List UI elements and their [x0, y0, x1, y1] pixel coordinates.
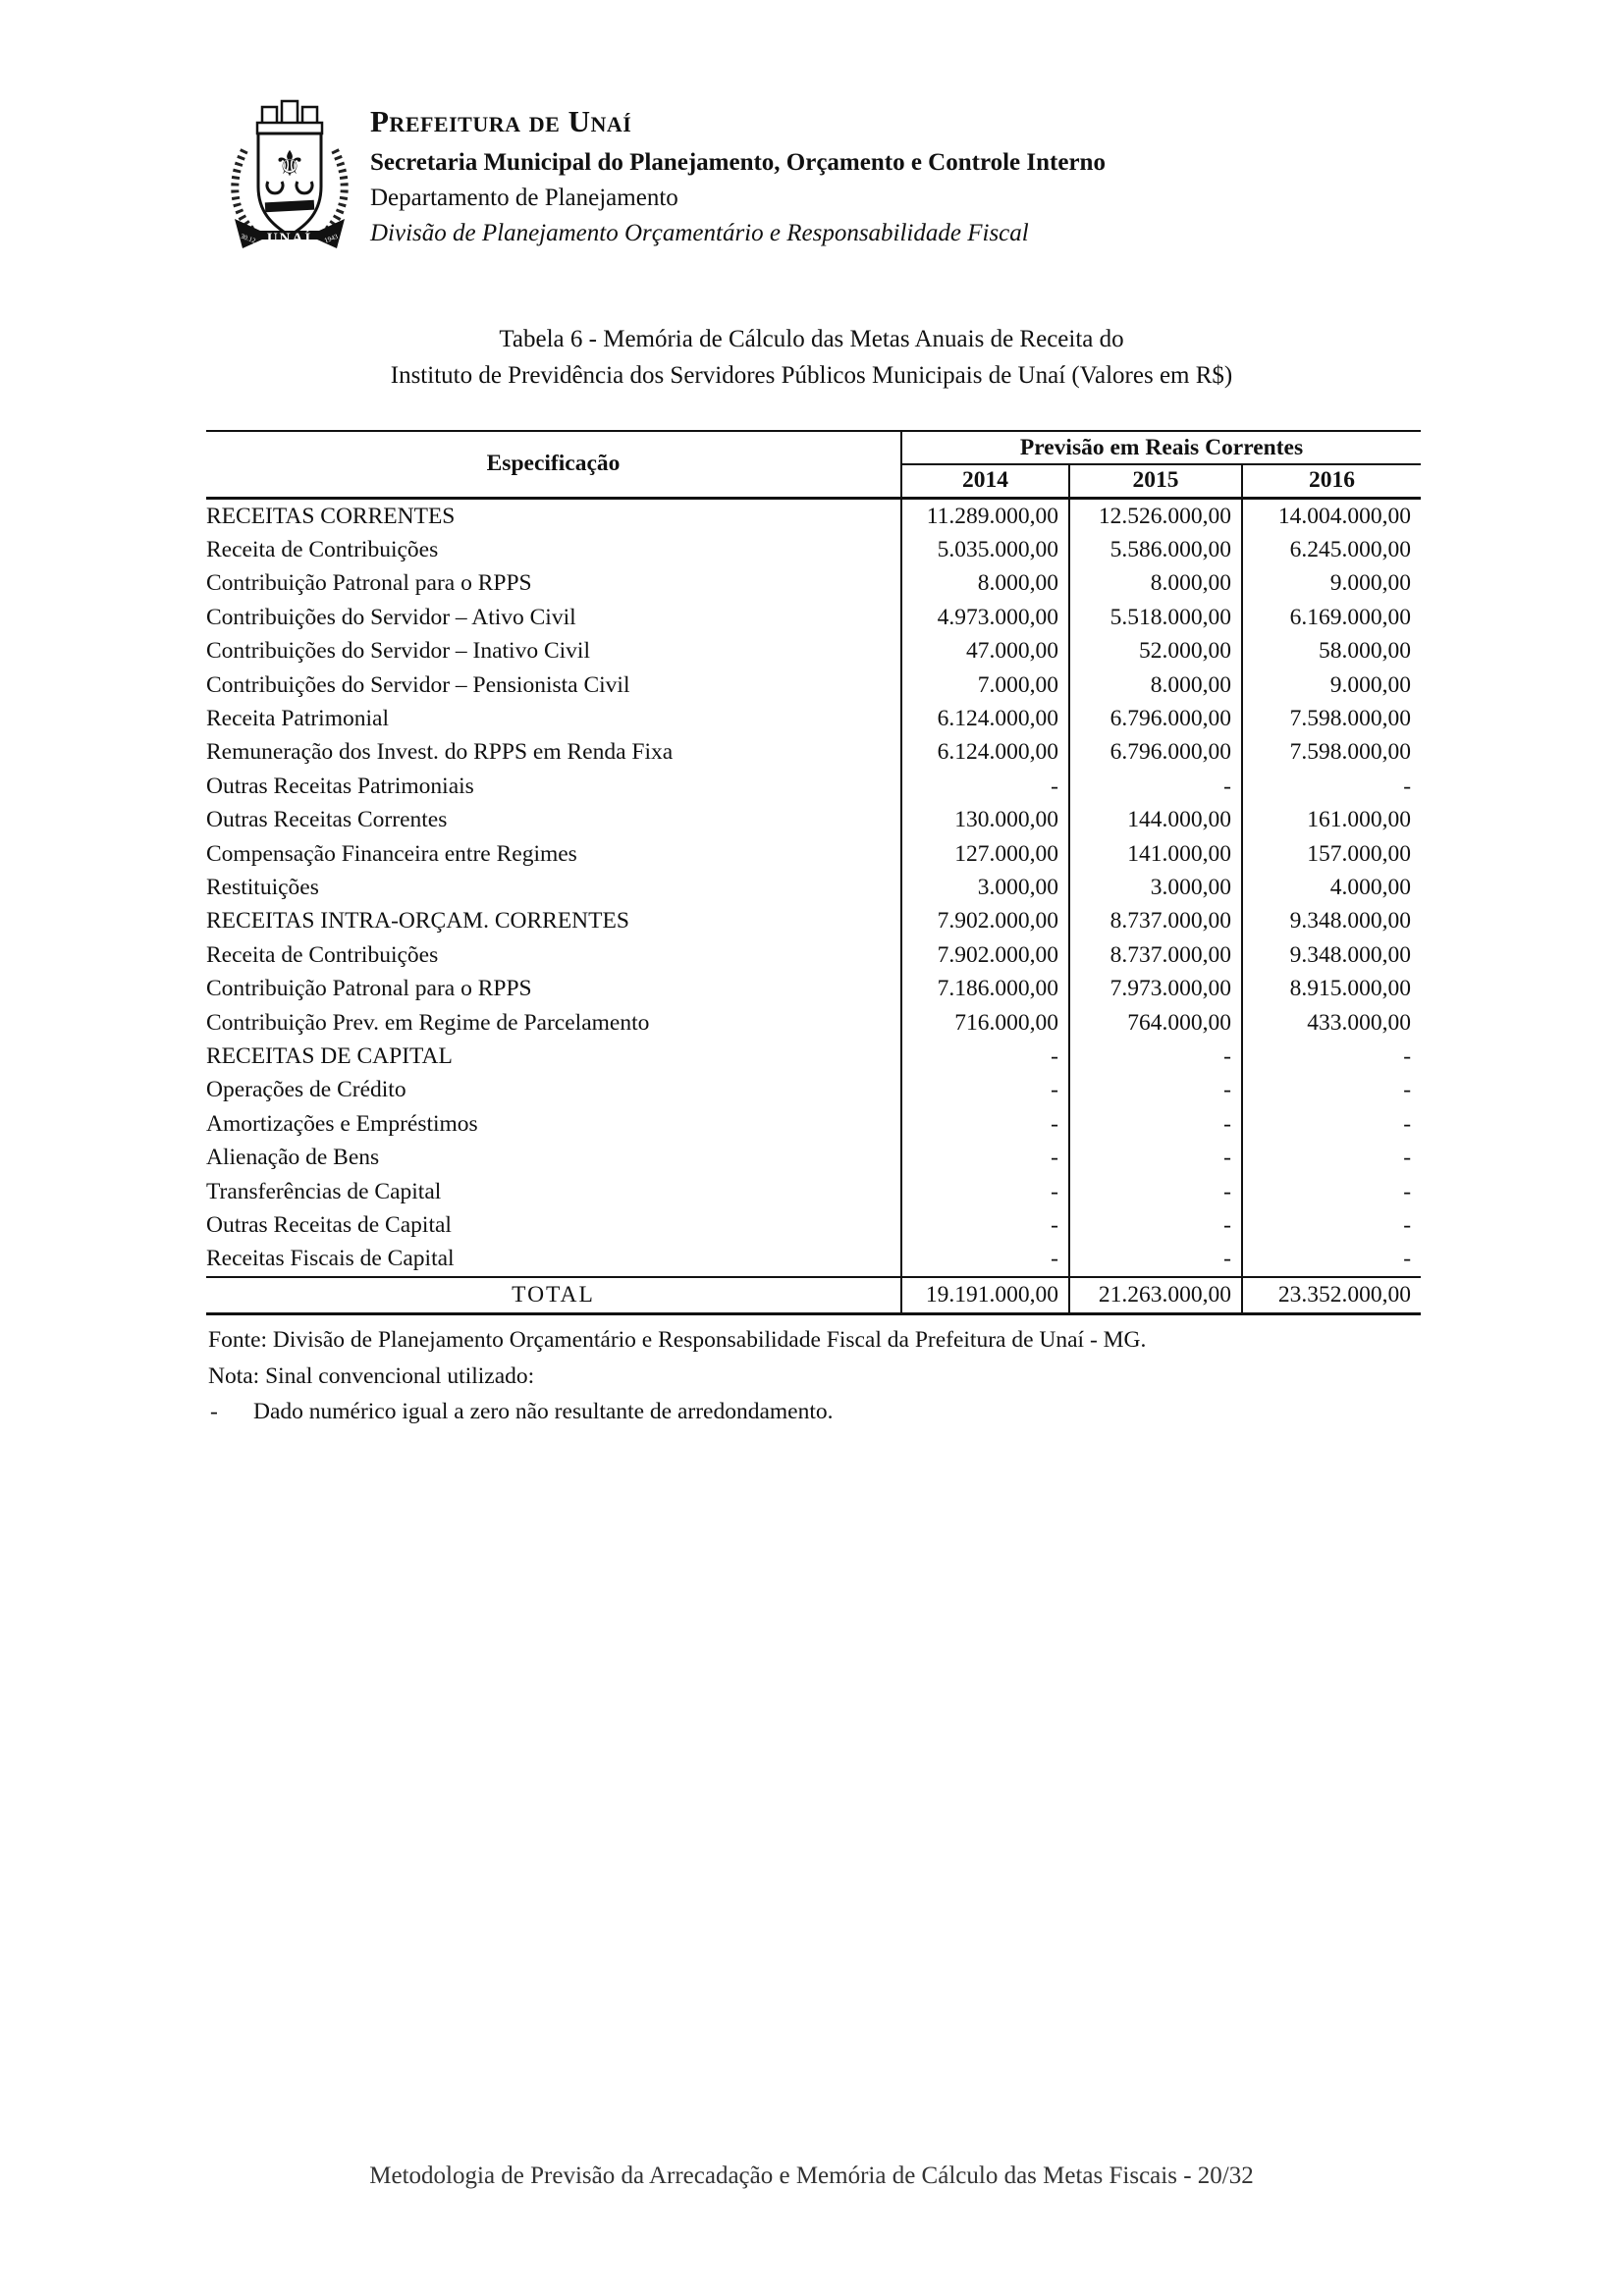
- row-label: Receita de Contribuições: [206, 536, 439, 562]
- table-row: [206, 803, 1421, 836]
- value-2015: 5.586.000,00: [1069, 533, 1242, 566]
- table-row: [206, 1040, 1421, 1073]
- total-2016: 23.352.000,00: [1242, 1277, 1421, 1314]
- value-2015: 12.526.000,00: [1069, 498, 1242, 533]
- value-2016: 161.000,00: [1242, 803, 1421, 836]
- value-2014: -: [901, 1040, 1069, 1073]
- value-2016: -: [1242, 1073, 1421, 1106]
- convention-note: Nota: Sinal convencional utilizado:: [208, 1362, 535, 1389]
- row-label: Alienação de Bens: [206, 1145, 380, 1171]
- table-row: [206, 837, 1421, 871]
- table-row: [206, 938, 1421, 972]
- value-2014: 7.000,00: [901, 668, 1069, 702]
- value-2015: 8.737.000,00: [1069, 904, 1242, 937]
- value-2014: 127.000,00: [901, 837, 1069, 871]
- value-2014: 6.124.000,00: [901, 702, 1069, 735]
- svg-text:1943: 1943: [323, 232, 340, 245]
- table-row: [206, 668, 1421, 702]
- value-2015: -: [1069, 1141, 1242, 1174]
- value-2014: 4.973.000,00: [901, 601, 1069, 634]
- row-label: Outras Receitas de Capital: [206, 1212, 452, 1239]
- table-row: [206, 1242, 1421, 1276]
- value-2016: 6.169.000,00: [1242, 601, 1421, 634]
- table-row: [206, 871, 1421, 904]
- table-row: [206, 1006, 1421, 1040]
- value-2016: 58.000,00: [1242, 634, 1421, 667]
- value-2014: -: [901, 770, 1069, 803]
- svg-text:UNAÍ: UNAÍ: [266, 231, 313, 246]
- value-2016: 433.000,00: [1242, 1006, 1421, 1040]
- table-row: [206, 1175, 1421, 1208]
- column-header-especificacao: Especificação: [206, 431, 901, 498]
- value-2014: -: [901, 1107, 1069, 1141]
- value-2015: -: [1069, 1175, 1242, 1208]
- value-2014: 716.000,00: [901, 1006, 1069, 1040]
- table-notes: [208, 1322, 1445, 1430]
- source-note: Fonte: Divisão de Planejamento Orçamentário e Responsabilidade Fiscal da Prefeitura de Unaí - MG.: [208, 1327, 1147, 1353]
- value-2016: 8.915.000,00: [1242, 972, 1421, 1005]
- value-2016: 4.000,00: [1242, 871, 1421, 904]
- column-group-header: Previsão em Reais Correntes: [901, 431, 1421, 464]
- table-title-line1: Tabela 6 - Memória de Cálculo das Metas Anuais de Receita do: [499, 326, 1124, 352]
- value-2015: 3.000,00: [1069, 871, 1242, 904]
- secretariat-name: Secretaria Municipal do Planejamento, Orçamento e Controle Interno: [370, 149, 1106, 176]
- row-label: Receitas Fiscais de Capital: [206, 1246, 455, 1272]
- row-label: Outras Receitas Correntes: [206, 807, 448, 833]
- table-row: [206, 498, 1421, 533]
- value-2016: -: [1242, 1208, 1421, 1242]
- page-footer: Metodologia de Previsão da Arrecadação e Memória de Cálculo das Metas Fiscais - 20/32: [369, 2163, 1254, 2189]
- value-2015: 8.000,00: [1069, 566, 1242, 600]
- value-2014: 47.000,00: [901, 634, 1069, 667]
- dash-note-text: Dado numérico igual a zero não resultante de arredondamento.: [253, 1399, 834, 1424]
- value-2014: 8.000,00: [901, 566, 1069, 600]
- row-label: Contribuição Prev. em Regime de Parcelamento: [206, 1009, 650, 1036]
- letterhead-text: [370, 93, 1106, 260]
- row-label: RECEITAS CORRENTES: [206, 503, 456, 529]
- revenue-forecast-table: [206, 430, 1421, 1315]
- value-2014: -: [901, 1141, 1069, 1174]
- row-label: Operações de Crédito: [206, 1077, 406, 1103]
- row-label: RECEITAS DE CAPITAL: [206, 1043, 453, 1069]
- value-2014: -: [901, 1175, 1069, 1208]
- header-row-group: [206, 431, 1421, 464]
- value-2015: 5.518.000,00: [1069, 601, 1242, 634]
- value-2014: -: [901, 1208, 1069, 1242]
- table-row: [206, 972, 1421, 1005]
- value-2016: 157.000,00: [1242, 837, 1421, 871]
- value-2016: 7.598.000,00: [1242, 735, 1421, 769]
- org-name: Prefeitura de Unaí: [370, 104, 632, 138]
- value-2015: -: [1069, 1242, 1242, 1276]
- row-label: Amortizações e Empréstimos: [206, 1110, 478, 1137]
- total-2015: 21.263.000,00: [1069, 1277, 1242, 1314]
- table-row: [206, 634, 1421, 667]
- row-label: Outras Receitas Patrimoniais: [206, 773, 474, 799]
- value-2015: 8.000,00: [1069, 668, 1242, 702]
- value-2014: 7.902.000,00: [901, 904, 1069, 937]
- table-row: [206, 601, 1421, 634]
- value-2014: -: [901, 1242, 1069, 1276]
- value-2016: 9.348.000,00: [1242, 938, 1421, 972]
- total-2014: 19.191.000,00: [901, 1277, 1069, 1314]
- table-row: [206, 735, 1421, 769]
- table-row: [206, 1141, 1421, 1174]
- value-2016: -: [1242, 1175, 1421, 1208]
- value-2014: 11.289.000,00: [901, 498, 1069, 533]
- table-row: [206, 770, 1421, 803]
- value-2014: 7.902.000,00: [901, 938, 1069, 972]
- table-row: [206, 1073, 1421, 1106]
- table-total-row: [206, 1277, 1421, 1314]
- value-2014: 3.000,00: [901, 871, 1069, 904]
- value-2016: 9.000,00: [1242, 566, 1421, 600]
- value-2015: 7.973.000,00: [1069, 972, 1242, 1005]
- value-2016: -: [1242, 1107, 1421, 1141]
- table-row: [206, 904, 1421, 937]
- row-label: Compensação Financeira entre Regimes: [206, 840, 577, 867]
- row-label: Contribuições do Servidor – Pensionista Civil: [206, 671, 630, 698]
- column-header-2014: 2014: [901, 464, 1069, 498]
- value-2015: 6.796.000,00: [1069, 702, 1242, 735]
- municipal-coat-of-arms-icon: [221, 93, 358, 260]
- table-row: [206, 702, 1421, 735]
- row-label: Remuneração dos Invest. do RPPS em Renda Fixa: [206, 739, 674, 766]
- value-2015: 8.737.000,00: [1069, 938, 1242, 972]
- row-label: Contribuições do Servidor – Ativo Civil: [206, 604, 576, 630]
- row-label: Receita de Contribuições: [206, 941, 439, 968]
- row-label: Contribuição Patronal para o RPPS: [206, 976, 532, 1002]
- value-2015: 764.000,00: [1069, 1006, 1242, 1040]
- value-2016: 9.348.000,00: [1242, 904, 1421, 937]
- table-row: [206, 1208, 1421, 1242]
- letterhead: [221, 93, 1106, 260]
- value-2015: -: [1069, 1040, 1242, 1073]
- row-label: Contribuição Patronal para o RPPS: [206, 570, 532, 597]
- value-2015: 144.000,00: [1069, 803, 1242, 836]
- table-row: [206, 1107, 1421, 1141]
- value-2016: -: [1242, 1242, 1421, 1276]
- value-2016: 7.598.000,00: [1242, 702, 1421, 735]
- value-2015: 52.000,00: [1069, 634, 1242, 667]
- value-2014: -: [901, 1073, 1069, 1106]
- table-title-line2: Instituto de Previdência dos Servidores Públicos Municipais de Unaí (Valores em R$): [390, 362, 1233, 389]
- row-label: Restituições: [206, 874, 319, 900]
- value-2015: 6.796.000,00: [1069, 735, 1242, 769]
- row-label: Contribuições do Servidor – Inativo Civil: [206, 638, 590, 665]
- value-2014: 6.124.000,00: [901, 735, 1069, 769]
- value-2016: -: [1242, 1141, 1421, 1174]
- dash-note: [208, 1394, 1445, 1430]
- row-label: RECEITAS INTRA-ORÇAM. CORRENTES: [206, 908, 629, 934]
- value-2016: 6.245.000,00: [1242, 533, 1421, 566]
- value-2015: -: [1069, 1073, 1242, 1106]
- total-label: TOTAL: [206, 1277, 901, 1314]
- value-2015: -: [1069, 1107, 1242, 1141]
- value-2016: 14.004.000,00: [1242, 498, 1421, 533]
- division-name: Divisão de Planejamento Orçamentário e Responsabilidade Fiscal: [370, 220, 1029, 246]
- value-2015: -: [1069, 770, 1242, 803]
- row-label: Receita Patrimonial: [206, 705, 389, 731]
- value-2014: 7.186.000,00: [901, 972, 1069, 1005]
- value-2015: 141.000,00: [1069, 837, 1242, 871]
- value-2016: -: [1242, 770, 1421, 803]
- column-header-2015: 2015: [1069, 464, 1242, 498]
- row-label: Transferências de Capital: [206, 1178, 442, 1204]
- table-row: [206, 566, 1421, 600]
- department-name: Departamento de Planejamento: [370, 185, 678, 211]
- value-2014: 5.035.000,00: [901, 533, 1069, 566]
- column-header-2016: 2016: [1242, 464, 1421, 498]
- value-2016: -: [1242, 1040, 1421, 1073]
- dash-symbol: -: [210, 1399, 218, 1424]
- svg-text:30.12: 30.12: [239, 232, 257, 245]
- value-2014: 130.000,00: [901, 803, 1069, 836]
- value-2015: -: [1069, 1208, 1242, 1242]
- value-2016: 9.000,00: [1242, 668, 1421, 702]
- fleur-de-lis-icon: ⚜: [273, 144, 306, 185]
- table-row: [206, 533, 1421, 566]
- table-title: [0, 321, 1623, 394]
